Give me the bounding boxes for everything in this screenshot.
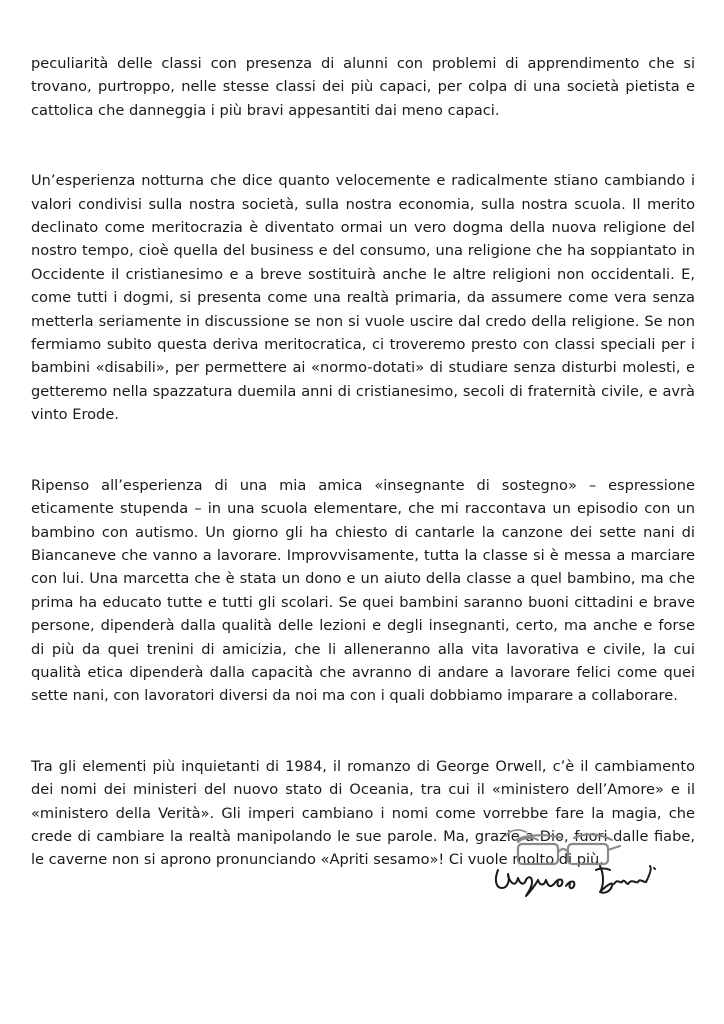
paragraph-3: Ripenso all’esperienza di una mia amica «insegnante di sostegno» – espressione eticamente stupenda – in una scuola elementare, che mi raccontava un episodio con un bambino con autismo. Un giorno gli ha chiesto di cantarle la canzone dei sette nani di Biancaneve che vanno a lavorare. Improvvisamente, tutta la classe si è messa a marciare con lui. Una marcetta che è stata un dono e un aiuto della classe a quel bambino, ma che prima ha educato tutte e tutti gli scolari. Se quei bambini saranno buoni cittadini e brave persone, dipenderà dalla qualità delle lezioni e degli insegnanti, certo, ma anche e forse di più da quei trenini di amicizia, che li alleneranno alla vita lavorativa e civile, la cui qualità etica dipenderà dalla capacità che avranno di andare a lavorare felici come quei sette nani, con lavoratori diversi da noi ma con i quali dobbiamo imparare a collaborare. xyxy=(31,476,695,705)
paragraph-spacer xyxy=(31,708,695,755)
paragraph-spacer xyxy=(31,427,695,474)
signature-strokes xyxy=(496,866,655,896)
glasses-sketch-icon xyxy=(506,830,620,864)
paragraph-2: Un’esperienza notturna che dice quanto velocemente e radicalmente stiano cambiando i valori condivisi sulla nostra società, sulla nostra economia, sulla nostra scuola. Il merito declinato come meritocrazia è diventato ormai un vero dogma della nuova religione del nostro tempo, cioè quella del business e del consumo, una religione che ha soppiantato in Occidente il cristianesimo e a breve sostituirà anche le altre religioni non occidentali. E, come tutti i dogmi, si presenta come una realtà primaria, da assumere come vera senza metterla seriamente in discussione se non si vuole uscire dal credo della religione. Se non fermiamo subito questa deriva meritocratica, ci troveremo presto con classi speciali per i bambini «disabili», per permettere ai «normo-dotati» di studiare senza disturbi molesti, e getteremo nella spazzatura duemila anni di cristianesimo, secoli di fraternità civile, e avrà vinto Erode. xyxy=(31,172,695,424)
paragraph-1: peculiarità delle classi con presenza di alunni con problemi di apprendimento che si trovano, purtroppo, nelle stesse classi dei più capaci, per colpa di una società pietista e cattolica che danneggia i più bravi appesantiti dai meno capaci. xyxy=(31,55,695,119)
paragraph-4: Tra gli elementi più inquietanti di 1984, il romanzo di George Orwell, c’è il cambiamento dei nomi dei ministeri del nuovo stato di Oceania, tra cui il «ministero dell’Amore» e il «ministero della Verità». Gli imperi cambiano i nomi come vorrebbe fare la magia, che crede di cambiare la realtà manipolando le sue parole. Ma, grazie a Dio, fuori dalle fiabe, le caverne non si aprono pronunciando «Apriti sesamo»! Ci vuole molto di più. xyxy=(31,757,695,869)
article-body xyxy=(31,52,695,872)
handwritten-signature xyxy=(488,826,678,906)
paragraph-spacer xyxy=(31,122,695,169)
